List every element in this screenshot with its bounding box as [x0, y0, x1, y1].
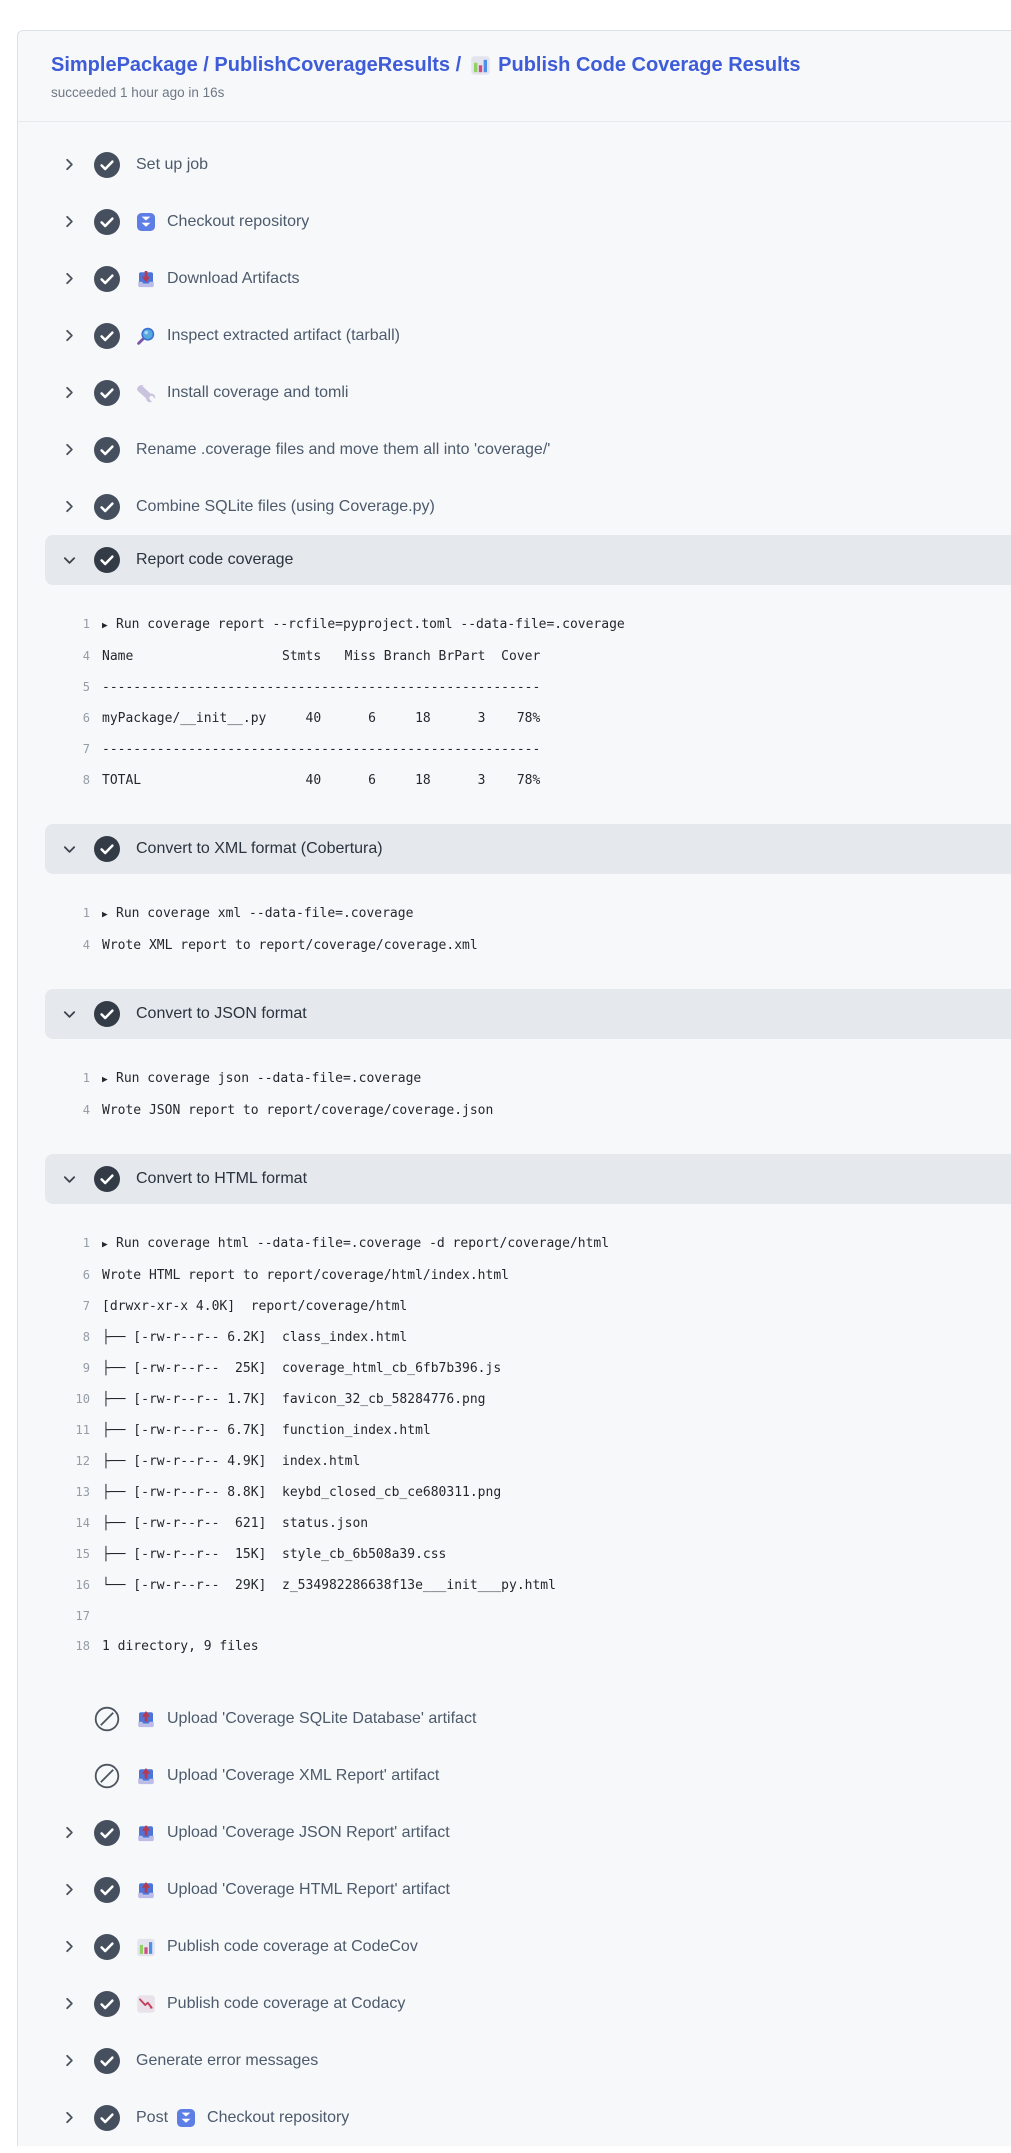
log-line [62, 1508, 1011, 1539]
log-output-text: ├── [-rw-r--r-- 621] status.json [102, 1516, 369, 1531]
log-line [62, 1446, 1011, 1477]
log-line [62, 1291, 1011, 1322]
log-output-text: TOTAL 40 6 18 3 78% [102, 773, 541, 788]
line-number[interactable]: 13 [75, 1485, 90, 1499]
status-skipped-icon [94, 1706, 120, 1732]
step-row[interactable] [18, 1804, 1011, 1861]
log-line [62, 1353, 1011, 1384]
line-number[interactable]: 10 [75, 1392, 90, 1406]
chevron-right-icon[interactable] [62, 1939, 80, 1954]
status-success-icon [94, 1001, 120, 1027]
log-line [62, 930, 1011, 961]
status-success-icon [94, 836, 120, 862]
chevron-right-icon[interactable] [62, 328, 80, 343]
step-row-expanded[interactable] [45, 989, 1011, 1039]
step-label: Upload 'Coverage HTML Report' artifact [167, 1880, 450, 1898]
log-output-text: Wrote JSON report to report/coverage/coverage.json [102, 1103, 494, 1118]
wrench-icon [136, 383, 156, 403]
magnifier-icon [136, 326, 156, 346]
status-success-icon [94, 2105, 120, 2131]
chevron-right-icon[interactable] [62, 157, 80, 172]
log-output-text: Wrote HTML report to report/coverage/html/index.html [102, 1268, 509, 1283]
log-command-string: Run coverage html --data-file=.coverage -d report/coverage/html [116, 1236, 610, 1251]
step-row[interactable] [18, 250, 1011, 307]
log-block [18, 1063, 1011, 1126]
log-command-text [102, 610, 625, 641]
log-command-string: Run coverage json --data-file=.coverage [116, 1071, 422, 1086]
step-label: Checkout repository [207, 2108, 350, 2126]
log-output-text: 1 directory, 9 files [102, 1639, 259, 1654]
step-row[interactable] [18, 307, 1011, 364]
line-number[interactable]: 1 [82, 906, 90, 920]
status-success-icon [94, 1166, 120, 1192]
line-number[interactable]: 8 [82, 1330, 90, 1344]
job-header [18, 31, 1011, 122]
log-output-text: ├── [-rw-r--r-- 6.2K] class_index.html [102, 1330, 408, 1345]
log-output-text: [drwxr-xr-x 4.0K] report/coverage/html [102, 1299, 408, 1314]
run-group-caret-icon[interactable]: ▶ [102, 620, 108, 631]
log-line [62, 609, 1011, 641]
log-line [62, 1631, 1011, 1662]
log-line [62, 1260, 1011, 1291]
log-output-text: ├── [-rw-r--r-- 4.9K] index.html [102, 1454, 361, 1469]
line-number[interactable]: 15 [75, 1547, 90, 1561]
step-label: Checkout repository [167, 212, 310, 230]
line-number[interactable]: 1 [82, 617, 90, 631]
outbox-tray-icon [136, 1766, 156, 1786]
log-line [62, 734, 1011, 765]
log-command-text [102, 1229, 609, 1260]
status-success-icon [94, 494, 120, 520]
bar-chart-icon [470, 55, 491, 76]
outbox-tray-icon [136, 1709, 156, 1729]
step-row-expanded[interactable] [45, 535, 1011, 585]
checkout-icon [136, 212, 156, 232]
steps-list [18, 122, 1011, 2146]
step-label: Upload 'Coverage XML Report' artifact [167, 1766, 440, 1784]
step-label: Set up job [136, 155, 209, 173]
step-label: Download Artifacts [167, 269, 300, 287]
job-log-card [17, 30, 1011, 2146]
log-command-text [102, 1064, 421, 1095]
status-skipped-icon [94, 1763, 120, 1789]
log-command-string: Run coverage xml --data-file=.coverage [116, 906, 414, 921]
inbox-tray-icon [136, 269, 156, 289]
chevron-down-icon[interactable] [62, 1172, 80, 1187]
chevron-down-icon[interactable] [62, 1007, 80, 1022]
status-success-icon [94, 437, 120, 463]
status-success-icon [94, 1934, 120, 1960]
job-title-link[interactable]: Publish Code Coverage Results [498, 54, 801, 76]
log-output-text: ├── [-rw-r--r-- 25K] coverage_html_cb_6fb7b396.js [102, 1361, 502, 1376]
chevron-down-icon[interactable] [62, 842, 80, 857]
line-number[interactable]: 7 [82, 1299, 90, 1313]
status-success-icon [94, 2048, 120, 2074]
log-line [62, 1063, 1011, 1095]
step-label: Report code coverage [136, 551, 294, 568]
log-output-text: myPackage/__init__.py 40 6 18 3 78% [102, 711, 541, 726]
log-output-text: -------------------------------------------------------- [102, 680, 541, 695]
line-number[interactable]: 6 [82, 1268, 90, 1282]
step-label: Upload 'Coverage SQLite Database' artifact [167, 1709, 477, 1727]
log-line [62, 672, 1011, 703]
line-number[interactable]: 1 [82, 1236, 90, 1250]
step-label: Upload 'Coverage JSON Report' artifact [167, 1823, 450, 1841]
chevron-right-icon[interactable] [62, 385, 80, 400]
bar-chart-icon [136, 1937, 156, 1957]
log-line [62, 1322, 1011, 1353]
line-number[interactable]: 12 [75, 1454, 90, 1468]
outbox-tray-icon [136, 1823, 156, 1843]
run-group-caret-icon[interactable]: ▶ [102, 1074, 108, 1085]
checkout-icon [176, 2108, 196, 2128]
step-row-expanded[interactable] [45, 1154, 1011, 1204]
log-line [62, 703, 1011, 734]
log-output-text: ├── [-rw-r--r-- 15K] style_cb_6b508a39.css [102, 1547, 447, 1562]
log-line [62, 1601, 1011, 1631]
log-output-text: Wrote XML report to report/coverage/coverage.xml [102, 938, 478, 953]
log-line [62, 1477, 1011, 1508]
step-label: Rename .coverage files and move them all into 'coverage/' [136, 440, 551, 458]
log-block [18, 609, 1011, 796]
line-number[interactable]: 8 [82, 773, 90, 787]
line-number[interactable]: 17 [75, 1609, 90, 1623]
status-success-icon [94, 1820, 120, 1846]
step-row[interactable] [18, 421, 1011, 478]
line-number[interactable]: 6 [82, 711, 90, 725]
job-title [51, 52, 987, 78]
log-line [62, 765, 1011, 796]
status-success-icon [94, 1877, 120, 1903]
line-number[interactable]: 18 [75, 1639, 90, 1653]
step-row [18, 1690, 1011, 1747]
step-label: Install coverage and tomli [167, 383, 349, 401]
step-label: Combine SQLite files (using Coverage.py) [136, 497, 435, 515]
status-success-icon [94, 152, 120, 178]
chevron-down-icon[interactable] [62, 553, 80, 568]
log-line [62, 1095, 1011, 1126]
status-success-icon [94, 547, 120, 573]
line-number[interactable]: 14 [75, 1516, 90, 1530]
chevron-right-icon[interactable] [62, 1882, 80, 1897]
step-row[interactable] [18, 193, 1011, 250]
step-label-prefix: Post [136, 2108, 169, 2126]
chevron-right-icon[interactable] [62, 499, 80, 514]
step-row[interactable] [18, 1975, 1011, 2032]
line-number[interactable]: 1 [82, 1071, 90, 1085]
step-row[interactable] [18, 2032, 1011, 2089]
line-number[interactable]: 4 [82, 1103, 90, 1117]
status-success-icon [94, 1991, 120, 2017]
log-block [18, 898, 1011, 961]
log-block [18, 1228, 1011, 1662]
step-label: Convert to HTML format [136, 1170, 308, 1187]
step-row[interactable] [18, 2089, 1011, 2146]
log-command-string: Run coverage report --rcfile=pyproject.toml --data-file=.coverage [116, 617, 625, 632]
status-success-icon [94, 266, 120, 292]
chevron-right-icon[interactable] [62, 214, 80, 229]
line-number[interactable]: 16 [75, 1578, 90, 1592]
log-line [62, 1539, 1011, 1570]
breadcrumb-link[interactable]: SimplePackage / PublishCoverageResults / [51, 54, 462, 76]
chevron-right-icon[interactable] [62, 271, 80, 286]
log-output-text: └── [-rw-r--r-- 29K] z_534982286638f13e___init___py.html [102, 1578, 556, 1593]
step-row[interactable] [18, 136, 1011, 193]
step-row[interactable] [18, 1861, 1011, 1918]
line-number[interactable]: 4 [82, 649, 90, 663]
status-success-icon [94, 209, 120, 235]
line-number[interactable]: 7 [82, 742, 90, 756]
log-output-text: Name Stmts Miss Branch BrPart Cover [102, 649, 541, 664]
step-row[interactable] [18, 478, 1011, 535]
log-output-text: -------------------------------------------------------- [102, 742, 541, 757]
step-label: Inspect extracted artifact (tarball) [167, 326, 400, 344]
run-group-caret-icon[interactable]: ▶ [102, 1239, 108, 1250]
log-output-text: ├── [-rw-r--r-- 8.8K] keybd_closed_cb_ce680311.png [102, 1485, 502, 1500]
log-line [62, 1384, 1011, 1415]
log-line [62, 1415, 1011, 1446]
chart-decreasing-icon [136, 1994, 156, 2014]
job-status-line: succeeded 1 hour ago in 16s [51, 85, 225, 100]
run-group-caret-icon[interactable]: ▶ [102, 909, 108, 920]
step-row [18, 1747, 1011, 1804]
chevron-right-icon[interactable] [62, 2053, 80, 2068]
outbox-tray-icon [136, 1880, 156, 1900]
step-label: Generate error messages [136, 2051, 319, 2069]
step-label: Convert to XML format (Cobertura) [136, 840, 383, 857]
line-number[interactable]: 4 [82, 938, 90, 952]
step-label: Publish code coverage at Codacy [167, 1994, 406, 2012]
chevron-right-icon[interactable] [62, 1996, 80, 2011]
status-success-icon [94, 323, 120, 349]
chevron-right-icon[interactable] [62, 1825, 80, 1840]
line-number[interactable]: 9 [82, 1361, 90, 1375]
status-success-icon [94, 380, 120, 406]
log-line [62, 1570, 1011, 1601]
step-row[interactable] [18, 364, 1011, 421]
chevron-right-icon[interactable] [62, 442, 80, 457]
log-command-text [102, 899, 413, 930]
line-number[interactable]: 11 [75, 1423, 90, 1437]
log-output-text: ├── [-rw-r--r-- 1.7K] favicon_32_cb_58284776.png [102, 1392, 486, 1407]
step-label: Convert to JSON format [136, 1005, 307, 1022]
log-line [62, 1228, 1011, 1260]
log-output-text: ├── [-rw-r--r-- 6.7K] function_index.html [102, 1423, 431, 1438]
step-label: Publish code coverage at CodeCov [167, 1937, 418, 1955]
step-row-expanded[interactable] [45, 824, 1011, 874]
line-number[interactable]: 5 [82, 680, 90, 694]
log-line [62, 641, 1011, 672]
log-line [62, 898, 1011, 930]
step-row[interactable] [18, 1918, 1011, 1975]
